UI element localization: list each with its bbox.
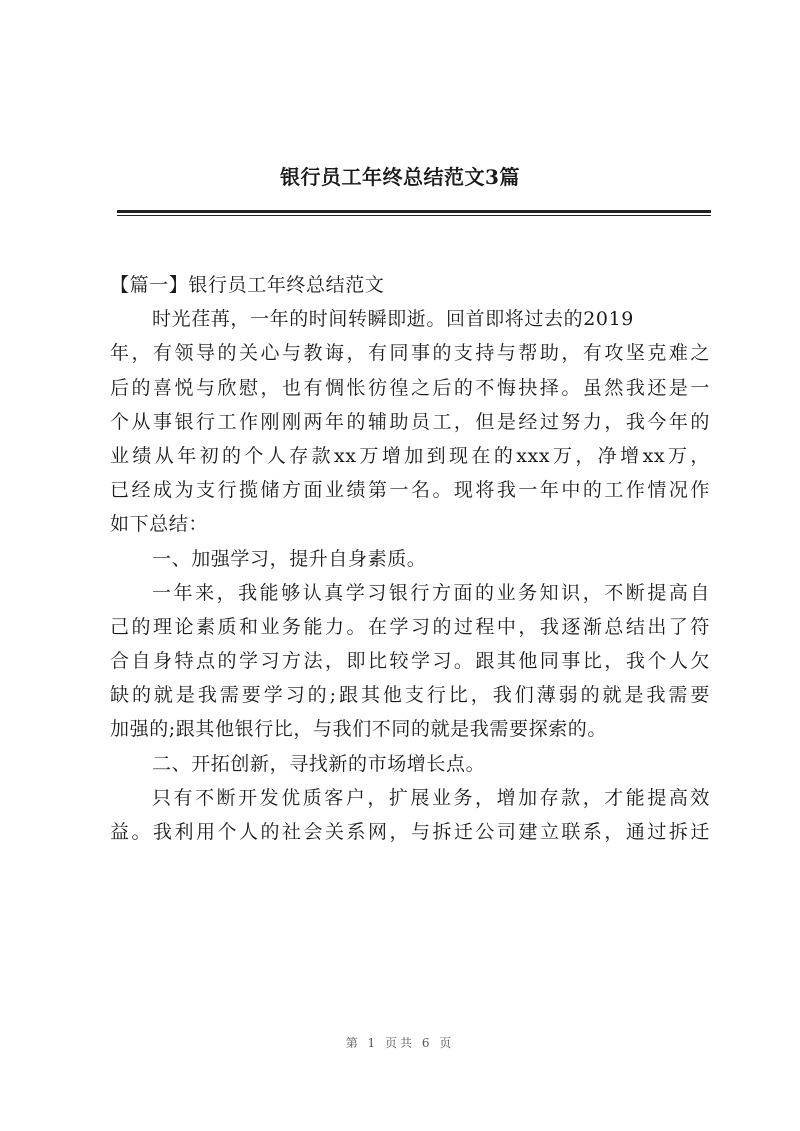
subsection-heading: 一、加强学习，提升自身素质。: [152, 547, 427, 570]
paragraph-line: 加强的;跟其他银行比，与我们不同的就是我需要探索的。: [110, 718, 608, 741]
page-number-footer: 第 1 页共 6 页: [345, 1036, 455, 1050]
paragraph-line: 后的喜悦与欣慰，也有惆怅彷徨之后的不悔抉择。虽然我还是一: [110, 376, 710, 399]
paragraph-line: 已经成为支行揽储方面业绩第一名。现将我一年中的工作情况作: [110, 479, 710, 502]
paragraph-line: 个从事银行工作刚刚两年的辅助员工，但是经过努力，我今年的: [110, 410, 710, 433]
paragraph-line: 合自身特点的学习方法，即比较学习。跟其他同事比，我个人欠: [110, 650, 710, 673]
paragraph-line: 如下总结：: [110, 513, 209, 536]
document-title: 银行员工年终总结范文3篇: [280, 165, 520, 189]
paragraph-line: 只有不断开发优质客户，扩展业务，增加存款，才能提高效: [152, 786, 710, 809]
paragraph-line: 缺的就是我需要学习的;跟其他支行比，我们薄弱的就是我需要: [110, 684, 710, 707]
document-body: [110, 268, 710, 849]
paragraph-line: 时光荏苒，一年的时间转瞬即逝。回首即将过去的2019: [152, 308, 634, 331]
paragraph-line: 业绩从年初的个人存款xx万增加到现在的xxx万，净增xx万，: [110, 444, 710, 467]
paragraph-line: 一年来，我能够认真学习银行方面的业务知识，不断提高自: [152, 581, 710, 604]
title-underline: [117, 210, 711, 213]
title-underline-thin: [117, 215, 711, 216]
paragraph-line: 益。我利用个人的社会关系网，与拆迁公司建立联系，通过拆迁: [110, 821, 710, 843]
paragraph-line: 己的理论素质和业务能力。在学习的过程中，我逐渐总结出了符: [110, 615, 710, 638]
paragraph-line: 年，有领导的关心与教诲，有同事的支持与帮助，有攻坚克难之: [110, 342, 710, 365]
subsection-heading: 二、开拓创新，寻找新的市场增长点。: [152, 752, 486, 775]
section-heading: 【篇一】银行员工年终总结范文: [110, 274, 385, 296]
